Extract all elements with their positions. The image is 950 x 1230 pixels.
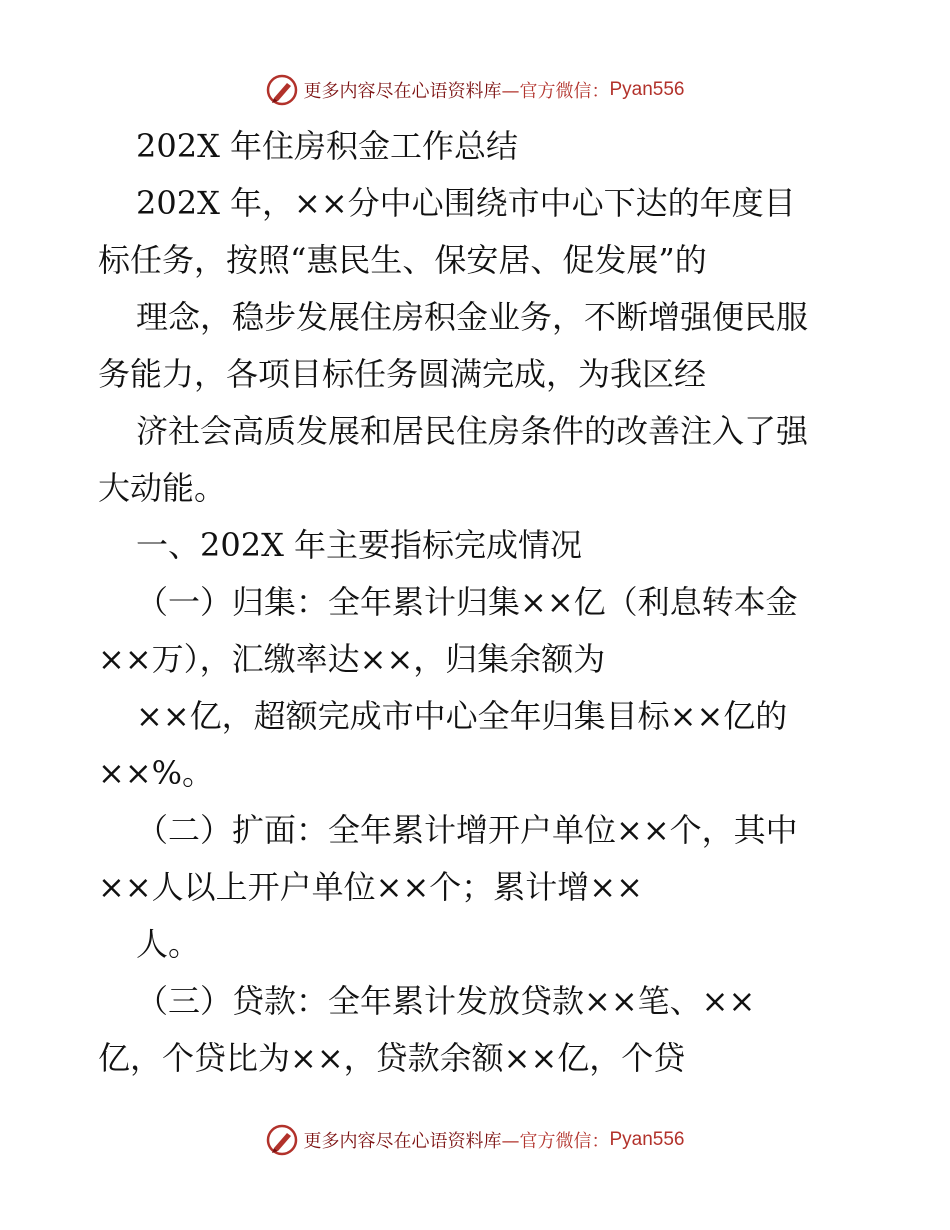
paragraph-line: ××%。 [98,754,215,792]
paragraph-line: 理念，稳步发展住房积金业务，不断增强便民服 [136,298,809,336]
watermark-separator: —官方微信： [501,81,610,102]
paragraph-line: 大动能。 [98,469,227,507]
paragraph-line: 济社会高质发展和居民住房条件的改善注入了强 [136,412,809,450]
watermark-handle: Pyan556 [609,1129,685,1150]
paragraph-line: ××人以上开户单位××个；累计增×× [98,868,643,906]
paragraph-line: （二）扩面：全年累计增开户单位××个，其中 [136,811,798,849]
watermark-separator: —官方微信： [501,1131,610,1152]
paragraph-line: 202X 年，××分中心围绕市中心下达的年度目 [136,184,796,222]
paragraph-line: ××万），汇缴率达××，归集余额为 [98,640,606,678]
paragraph-line: 标任务，按照“惠民生、保安居、促发展”的 [98,241,707,279]
watermark-text: 更多内容尽在心语资料库 [303,1131,502,1152]
watermark-header [0,70,950,110]
document-title: 202X 年住房积金工作总结 [136,127,519,165]
paragraph-line: （三）贷款：全年累计发放贷款××笔、×× [136,982,756,1020]
watermark-handle: Pyan556 [609,79,685,100]
paragraph-line: 务能力，各项目标任务圆满完成，为我区经 [98,355,707,393]
pen-logo-icon [265,73,299,107]
paragraph-line: 人。 [136,925,201,963]
pen-logo-icon [265,1123,299,1157]
paragraph-line: ××亿，超额完成市中心全年归集目标××亿的 [136,697,788,735]
watermark-footer [0,1120,950,1160]
paragraph-line: 亿，个贷比为××，贷款余额××亿，个贷 [98,1039,686,1077]
paragraph-line: （一）归集：全年累计归集××亿（利息转本金 [136,583,798,621]
watermark-text: 更多内容尽在心语资料库 [303,81,502,102]
section-heading: 一、202X 年主要指标完成情况 [136,526,583,564]
document-body [98,118,858,1087]
